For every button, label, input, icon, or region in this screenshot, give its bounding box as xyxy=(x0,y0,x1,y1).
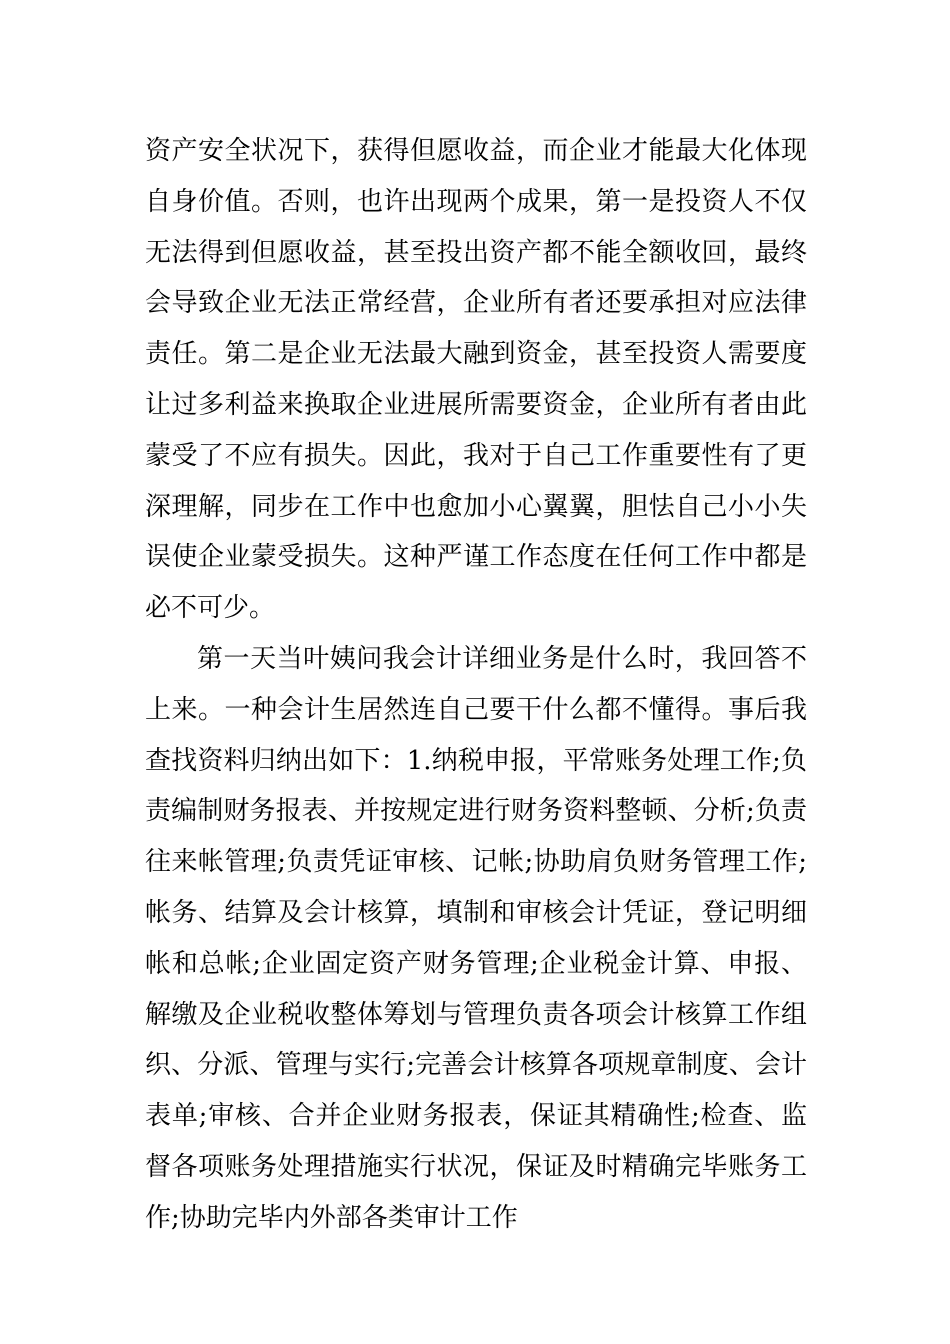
document-body xyxy=(145,126,807,1244)
paragraph-1: 资产安全状况下，获得但愿收益，而企业才能最大化体现自身价值。否则，也许出现两个成果，第一是投资人不仅无法得到但愿收益，甚至投出资产都不能全额收回，最终会导致企业无法正常经营，企业所有者还要承担对应法律责任。第二是企业无法最大融到资金，甚至投资人需要度让过多利益来换取企业进展所需要资金，企业所有者由此蒙受了不应有损失。因此，我对于自己工作重要性有了更深理解，同步在工作中也愈加小心翼翼，胆怯自己小小失误使企业蒙受损失。这种严谨工作态度在任何工作中都是必不可少。 xyxy=(145,136,807,624)
paragraph-2: 第一天当叶姨问我会计详细业务是什么时，我回答不上来。一种会计生居然连自己要干什么都不懂得。事后我查找资料归纳出如下：1.纳税申报，平常账务处理工作;负责编制财务报表、并按规定进行财务资料整顿、分析;负责往来帐管理;负责凭证审核、记帐;协助肩负财务管理工作;帐务、结算及会计核算，填制和审核会计凭证，登记明细帐和总帐;企业固定资产财务管理;企业税金计算、申报、解缴及企业税收整体筹划与管理负责各项会计核算工作组织、分派、管理与实行;完善会计核算各项规章制度、会计表单;审核、合并企业财务报表，保证其精确性;检查、监督各项账务处理措施实行状况，保证及时精确完毕账务工作;协助完毕内外部各类审计工作 xyxy=(145,643,807,1233)
